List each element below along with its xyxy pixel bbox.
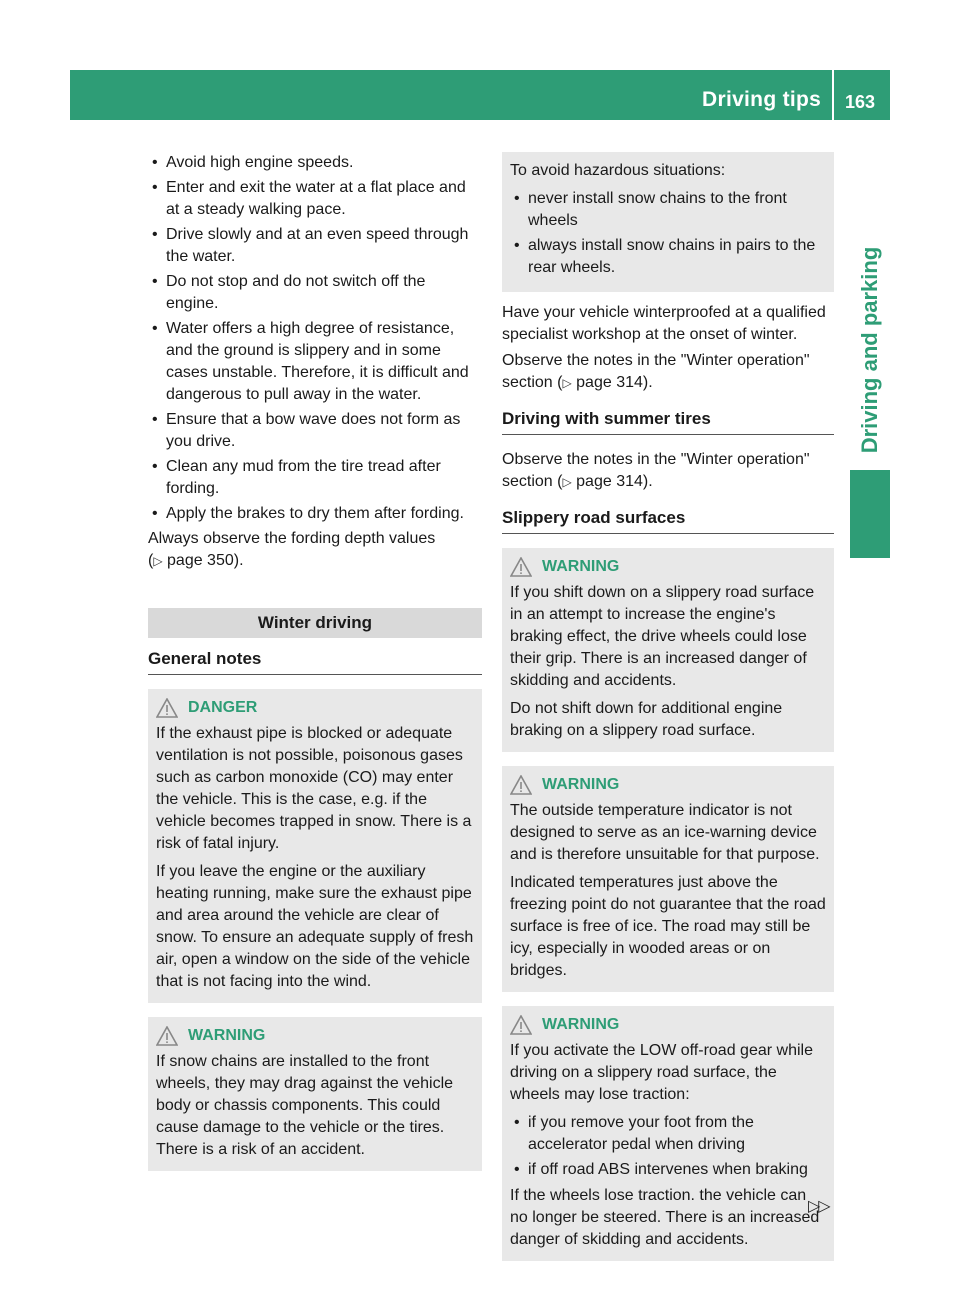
list-item: • Do not stop and do not switch off the engine. (148, 271, 482, 315)
danger-paragraph-1: If the exhaust pipe is blocked or adequate ventilation is not possible, poisonous gases such as carbon monoxide (CO) may enter the vehicle. This is the case, e.g. if the vehicle becomes trapped in snow. There is a risk of fatal injury. (156, 725, 472, 852)
right-column (502, 152, 834, 1275)
snow-chain-list (510, 188, 826, 279)
summer-tires-title: Driving with summer tires (502, 408, 834, 435)
summer-note-suffix: ). (642, 473, 653, 490)
left-column (148, 152, 482, 1185)
list-item: • always install snow chains in pairs to the rear wheels. (510, 235, 826, 279)
warning-triangle-icon (510, 775, 534, 795)
danger-title-text: DANGER (188, 699, 258, 716)
warning-paragraph: If snow chains are installed to the front wheels, they may drag against the vehicle body or chassis components. This could cause damage to the vehicle or the tires. There is a risk of an accident. (156, 1053, 454, 1158)
page-ref-arrow-icon: ▷ (562, 475, 572, 489)
warning-paragraph: Indicated temperatures just above the freezing point do not guarantee that the road surface is free of ice. The road may still be icy, especially in wooded areas or on bridges. (510, 874, 826, 979)
fording-note: Always observe the fording depth values (▷ page 350). (148, 530, 436, 569)
danger-box (148, 689, 482, 1003)
list-item: • never install snow chains to the front wheels (510, 188, 826, 232)
subsection-title: General notes (148, 648, 482, 675)
winter-note-text: Observe the notes in the "Winter operation" section ( (502, 352, 810, 391)
winterproof-text: Have your vehicle winterproofed at a qualified specialist workshop at the onset of winter. (502, 304, 826, 343)
side-tab-marker (850, 470, 890, 558)
fording-note-text: Always observe the fording depth values (148, 530, 436, 547)
page-ref-arrow-icon: ▷ (153, 554, 163, 568)
warning-title (510, 774, 826, 796)
warning-title-text: WARNING (542, 558, 620, 575)
summer-tires-note (502, 449, 834, 493)
warning-title-text: WARNING (188, 1027, 266, 1044)
list-item: • Clean any mud from the tire tread after fording. (148, 456, 482, 500)
warning-triangle-icon (156, 1026, 180, 1046)
snow-chain-intro: To avoid hazardous situations: (510, 162, 726, 179)
list-item: • Apply the brakes to dry them after fording. (148, 503, 482, 525)
warning-box-temperature (502, 766, 834, 992)
section-title: Winter driving (148, 608, 482, 638)
fording-bullet-list (148, 152, 482, 525)
warning-title (156, 1025, 474, 1047)
list-item: • if you remove your foot from the accelerator pedal when driving (510, 1112, 826, 1156)
warning-title-text: WARNING (542, 776, 620, 793)
winter-note-suffix: ). (642, 374, 653, 391)
danger-title (156, 697, 474, 719)
warning-paragraph: The outside temperature indicator is not designed to serve as an ice-warning device and is therefore unsuitable for that purpose. (510, 802, 820, 863)
warning-triangle-icon (510, 557, 534, 577)
fording-note-suffix: ). (233, 552, 244, 569)
page-number: 163 (845, 92, 876, 112)
slippery-roads-title: Slippery road surfaces (502, 507, 834, 534)
warning-title (510, 556, 826, 578)
list-item: • Water offers a high degree of resistance, and the ground is slippery and in some cases unstable. Therefore, it is difficult and dangerous to pull away in the water. (148, 318, 482, 406)
danger-paragraph-2: If you leave the engine or the auxiliary heating running, make sure the exhaust pipe and area around the vehicle are clear of snow. To ensure an adequate supply of fresh air, open a window on the side of the vehicle that is not facing into the wind. (156, 863, 474, 990)
header-title: Driving tips (702, 88, 822, 111)
warning-box-snow-chains (148, 1017, 482, 1171)
page-reference-link[interactable]: page 350 (167, 552, 234, 569)
list-item: • Avoid high engine speeds. (148, 152, 482, 174)
page-reference-link[interactable]: page 314 (576, 473, 643, 490)
warning-paragraph: If you activate the LOW off-road gear while driving on a slippery road surface, the wheels may lose traction: (510, 1042, 813, 1103)
header-separator (832, 70, 834, 120)
list-item: • Ensure that a bow wave does not form as you drive. (148, 409, 482, 453)
summer-note-text: Observe the notes in the "Winter operation" section ( (502, 451, 810, 490)
list-item: • Enter and exit the water at a flat place and at a steady walking pace. (148, 177, 482, 221)
list-item: • Drive slowly and at an even speed through the water. (148, 224, 482, 268)
warning-paragraph: If you shift down on a slippery road surface in an attempt to increase the engine's braking effect, the drive wheels could lose their grip. There is an increased danger of skidding and accidents. (510, 584, 815, 689)
snow-chain-box (502, 152, 834, 292)
warning-triangle-icon (156, 698, 180, 718)
traction-loss-list (510, 1112, 826, 1181)
warning-box-low-gear (502, 1006, 834, 1261)
warning-title (510, 1014, 826, 1036)
warning-title-text: WARNING (542, 1016, 620, 1033)
warning-box-shift-down (502, 548, 834, 752)
side-tab-label: Driving and parking (857, 246, 882, 454)
winter-operation-note (502, 350, 834, 394)
continue-arrow-icon: ▷▷ (808, 1198, 829, 1215)
warning-triangle-icon (510, 1015, 534, 1035)
list-item: • if off road ABS intervenes when braking (510, 1159, 826, 1181)
warning-paragraph: If the wheels lose traction. the vehicle can no longer be steered. There is an increased danger of skidding and accidents. (510, 1187, 820, 1248)
warning-paragraph: Do not shift down for additional engine braking on a slippery road surface. (510, 700, 783, 739)
page-reference-link[interactable]: page 314 (576, 374, 643, 391)
page-ref-arrow-icon: ▷ (562, 376, 572, 390)
